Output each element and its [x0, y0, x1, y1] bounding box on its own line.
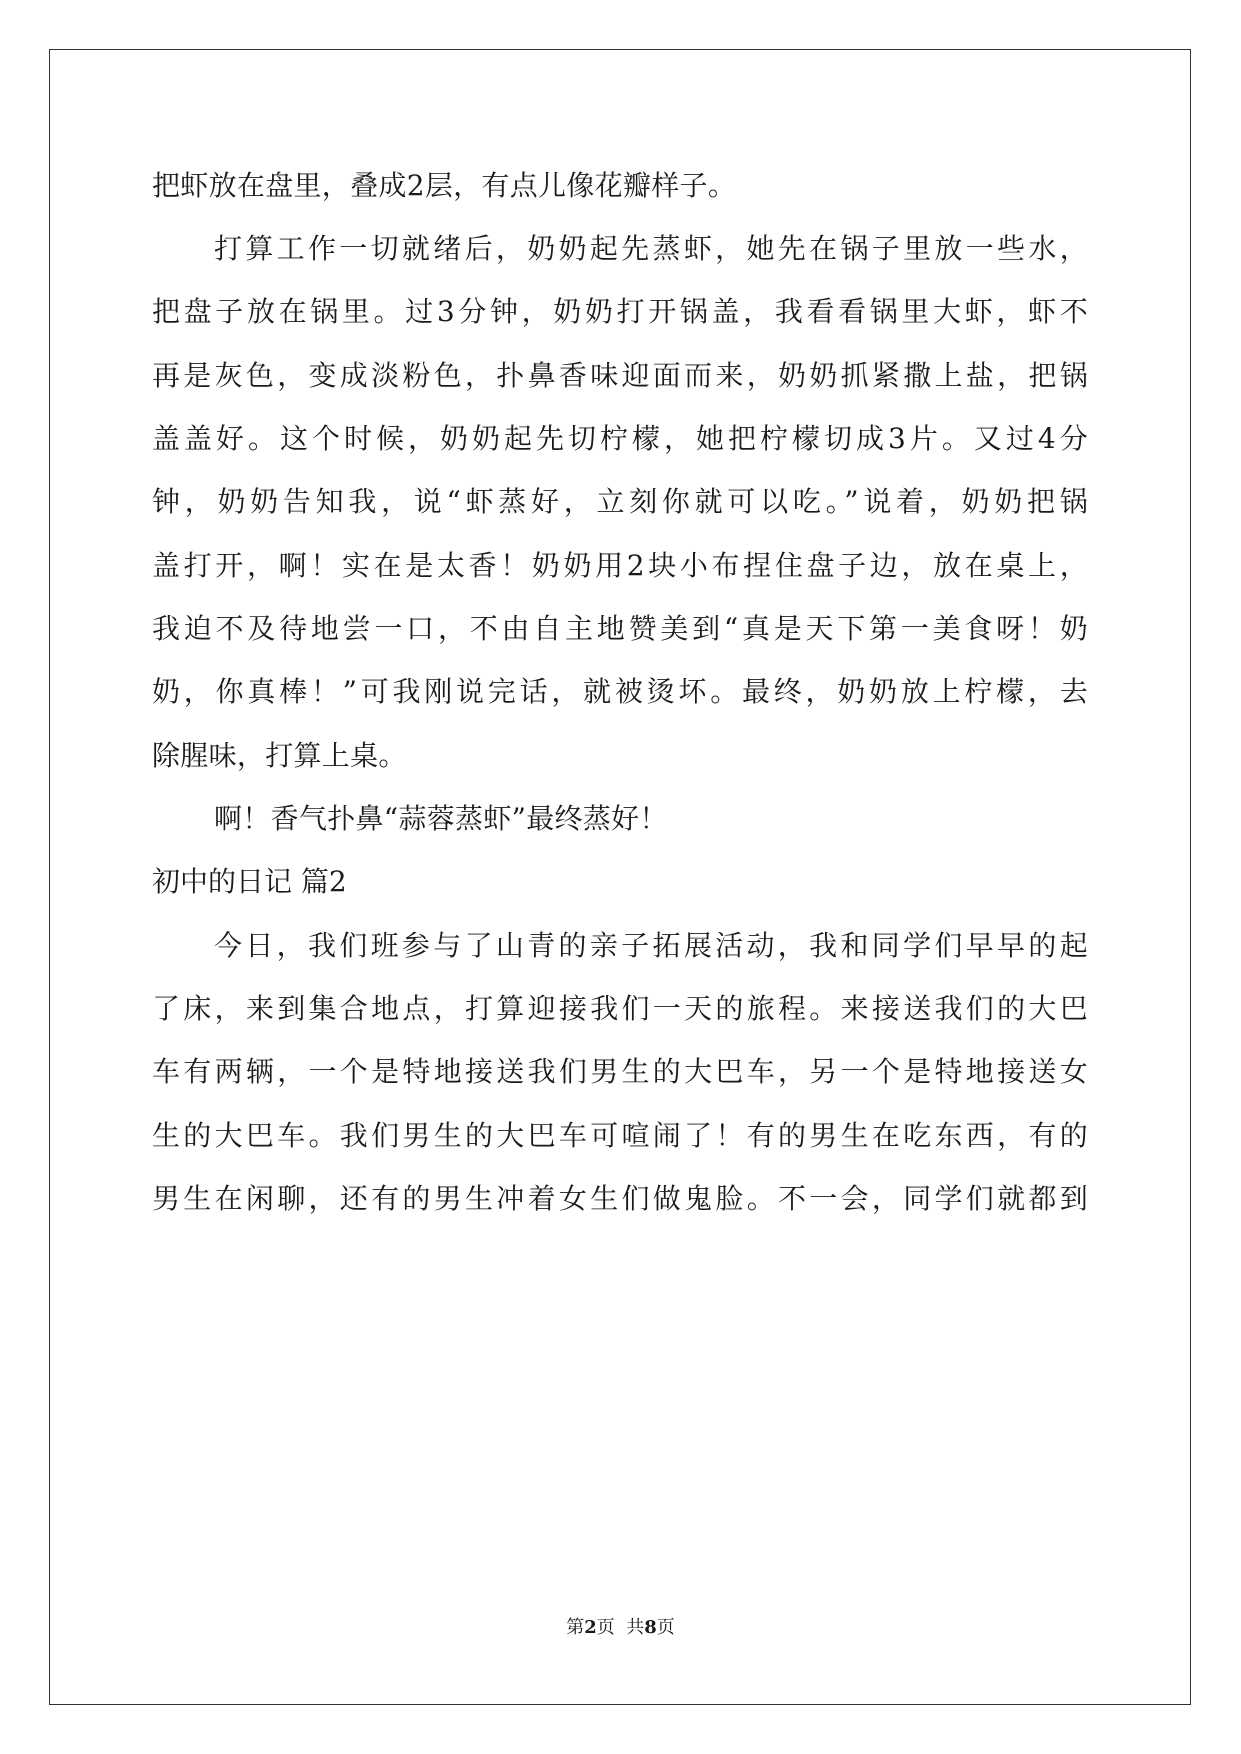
paragraph-line: 了床，来到集合地点，打算迎接我们一天的旅程。来接送我们的大巴: [152, 992, 1088, 1025]
paragraph-line: 今日，我们班参与了山青的亲子拓展活动，我和同学们早早的起: [214, 929, 1088, 962]
section-heading: 初中的日记 篇2: [152, 865, 347, 898]
paragraph-line: 男生在闲聊，还有的男生冲着女生们做鬼脸。不一会，同学们就都到: [152, 1182, 1088, 1215]
paragraph-line: 打算工作一切就绪后，奶奶起先蒸虾，她先在锅子里放一些水，: [214, 232, 1088, 265]
paragraph-line: 钟，奶奶告知我，说“虾蒸好，立刻你就可以吃。”说着，奶奶把锅: [152, 485, 1088, 518]
paragraph-line: 车有两辆，一个是特地接送我们男生的大巴车，另一个是特地接送女: [152, 1055, 1088, 1088]
page-footer: [0, 1616, 1241, 1640]
page-total: 8: [644, 1617, 657, 1638]
paragraph-line: 生的大巴车。我们男生的大巴车可喧闹了！有的男生在吃东西，有的: [152, 1119, 1088, 1152]
paragraph-line: 除腥味，打算上桌。: [152, 739, 407, 772]
paragraph-line: 啊！香气扑鼻“蒜蓉蒸虾”最终蒸好！: [214, 802, 668, 835]
paragraph-line: 盖打开，啊！实在是太香！奶奶用2块小布捏住盘子边，放在桌上，: [152, 549, 1088, 582]
page-current: 2: [584, 1617, 597, 1638]
paragraph-line: 把盘子放在锅里。过3分钟，奶奶打开锅盖，我看看锅里大虾，虾不: [152, 295, 1088, 328]
paragraph-line: 我迫不及待地尝一口，不由自主地赞美到“真是天下第一美食呀！奶: [152, 612, 1088, 645]
paragraph-line: 把虾放在盘里，叠成2层，有点儿像花瓣样子。: [152, 169, 737, 202]
paragraph-line: 奶，你真棒！”可我刚说完话，就被烫坏。最终，奶奶放上柠檬，去: [152, 675, 1088, 708]
paragraph-line: 再是灰色，变成淡粉色，扑鼻香味迎面而来，奶奶抓紧撒上盐，把锅: [152, 359, 1088, 392]
page-prefix: 第: [566, 1617, 585, 1638]
page-suffix: 页: [656, 1617, 675, 1638]
page-mid: 页 共: [596, 1617, 645, 1638]
paragraph-line: 盖盖好。这个时候，奶奶起先切柠檬，她把柠檬切成3片。又过4分: [152, 422, 1088, 455]
